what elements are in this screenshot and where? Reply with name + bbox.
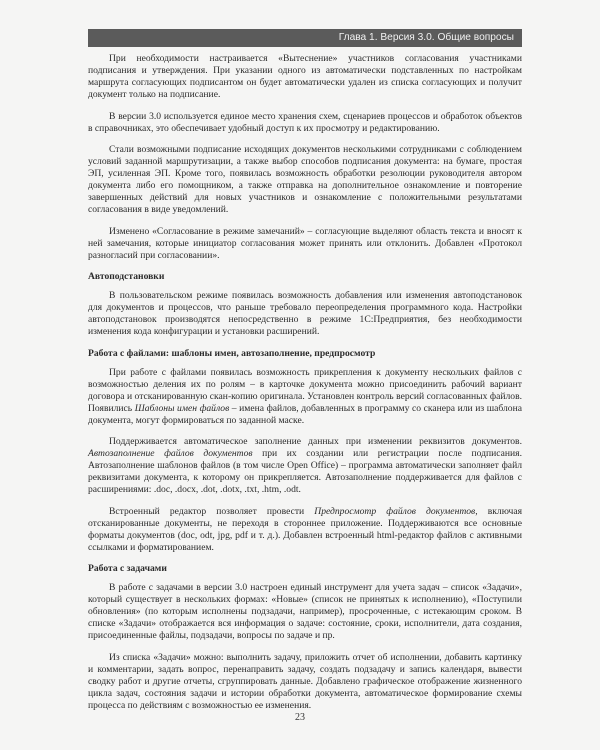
chapter-title: Глава 1. Версия 3.0. Общие вопросы — [338, 32, 514, 43]
paragraph-storage: В версии 3.0 используется единое место хранения схем, сценариев процессов и обработок объектов в справочниках, это обеспечивает удобный доступ к их просмотру и редактированию. — [88, 110, 522, 134]
paragraph-file-roles: При работе с файлами появилась возможность прикрепления к документу нескольких файлов с возможностью деления их по ролям – в карточке документа можно присоединить рабочий вариант договора и отсканированную скан-копию оригинала. Установлен контроль версий согласованных файлов. Появились Шаблоны имен файлов – имена файлов, добавленных в программу со сканера или из шаблона документа, могут формироваться по заданной маске. — [88, 366, 522, 426]
paragraph-autofill: Поддерживается автоматическое заполнение данных при изменении реквизитов документов. Автозаполнение файлов документов при их создании или регистрации после подписания. Автозаполнение шаблонов файлов (в том числе Open Office) – программа автоматически заполняет файл реквизитами документа, к которому он прикрепляется. Автозаполнение поддерживается для файлов с расширениями: .doc, .docx, .dot, .dotx, .txt, .htm, .odt. — [88, 436, 522, 495]
paragraph-task-actions: Из списка «Задачи» можно: выполнить задачу, приложить отчет об исполнении, добавить картинку и комментарии, задать вопрос, перенаправить задачу, создать подзадачу и запись календаря, вывести сводку работ и другие отчеты, сгруппировать данные. Добавлено графическое отображение жизненного цикла задач, состояния задачи и истории обработки документа, автоматическое формирование схемы процесса по действиям с возможностью ее изменения. — [88, 651, 522, 711]
paragraph-task-list: В работе с задачами в версии 3.0 настроен единый инструмент для учета задач – список «Задачи», который существует в нескольких формах: «Новые» (список не принятых к исполнению), «Поступили обновления» (по которым исполнены подзадачи, например), просроченные, с истекающим сроком. В списке «Задачи» отображается вся информация о задаче: состояние, сроки, исполнители, дата создания, присоединенные файлы, подзадачи, вопросы по задаче и пр. — [88, 582, 522, 641]
paragraph-preview: Встроенный редактор позволяет провести Предпросмотр файлов документов, включая отсканированные документы, не переходя в стороннее приложение. Поддерживаются все основные форматы документов (doc, odt, jpg, pdf и т. д.). Добавлен встроенный html-редактор файлов с активными ссылками и форматированием. — [88, 505, 522, 553]
paragraph-remarks: Изменено «Согласование в режиме замечаний» – согласующие выделяют область текста и вносят к ней замечания, которые инициатор согласования может принять или отклонить. Добавлен «Протокол разногласий при согласовании». — [88, 225, 522, 261]
heading-autosubstitution: Автоподстановки — [88, 271, 165, 282]
paragraph-autosubstitution: В пользовательском режиме появилась возможность добавления или изменения автоподстановок для документов и процессов, что раньше требовало переопределения программного кода. Настройки автоподстановок производятся непосредственно в режиме 1С:Предприятия, без необходимости изменения кода конфигурации и установки расширений. — [88, 290, 522, 337]
paragraph-signing: Стали возможными подписание исходящих документов несколькими сотрудниками с соблюдением условий заданной маршрутизации, а также выбор способов подписания документа: на бумаге, простая ЭП, усиленная ЭП. Кроме того, появилась возможность обработки резолюции руководителя автором документа либо его помощником, а также отправка на дополнительное ознакомление и повторение завершенных действий для новых участников и ознакомление с положительными результатами согласования в виде уведомлений. — [88, 144, 522, 215]
paragraph-displacement: При необходимости настраивается «Вытеснение» участников согласования участниками подписания и утверждения. При указании одного из автоматически подставленных по настройкам маршрута согласующих подписантом он будет автоматически удален из списка согласующих и получит документ только на подписание. — [88, 53, 522, 100]
page-number: 23 — [295, 712, 305, 723]
heading-files: Работа с файлами: шаблоны имен, автозаполнение, предпросмотр — [88, 347, 376, 359]
heading-tasks: Работа с задачами — [88, 563, 167, 574]
page-body — [88, 53, 522, 721]
running-header — [88, 29, 522, 47]
